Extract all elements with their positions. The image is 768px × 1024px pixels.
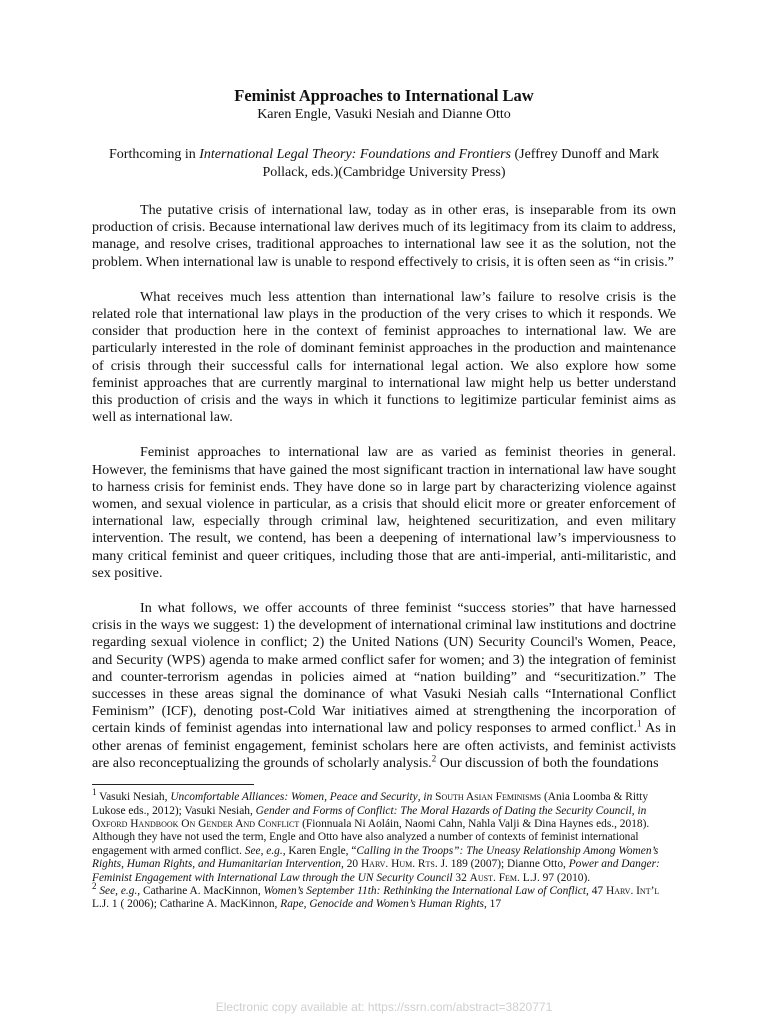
fn1-text: ,: [631, 804, 638, 817]
fn1-italic: See, e.g.,: [244, 844, 286, 857]
fn1-smallcaps: Harv. Hum. Rts. J.: [360, 858, 448, 871]
fn2-italic: Rape, Genocide and Women’s Human Rights: [280, 898, 484, 911]
forthcoming-prefix: Forthcoming in: [109, 147, 200, 162]
fn1-italic: Calling in the Troops”: The Uneasy Relationship Among Women’s Rights, Human Rights, and Humanitarian Intervention,: [92, 844, 659, 871]
fn1-text: Vasuki Nesiah,: [96, 791, 171, 804]
fn1-text: L.J. 97 (2010).: [519, 871, 591, 884]
fn2-italic: Women’s September 11th: Rethinking the International Law of Conflict,: [263, 884, 589, 897]
footnote-ref-1[interactable]: 1: [637, 718, 642, 729]
forthcoming-note: [92, 146, 676, 182]
fn1-smallcaps: Oxford Handbook On Gender And Conflict: [92, 817, 300, 830]
footnote-2-number: 2: [92, 881, 97, 892]
fn1-text: 32: [452, 871, 470, 884]
para4-text-2: As in other arenas of feminist engagement, feminist scholars here are often activists, and feminist activists are also reconceptualizing the grounds of scholarly analysis.: [92, 720, 676, 771]
fn1-smallcaps: Aust. Fem.: [469, 871, 520, 884]
footnote-2: [92, 881, 676, 912]
fn1-text: Karen Engle, “: [285, 844, 357, 857]
fn2-text: L.J. 1 ( 2006); Catharine A. MacKinnon,: [92, 898, 281, 911]
fn2-italic: See, e.g.,: [99, 884, 141, 897]
paper-title: Feminist Approaches to International Law: [234, 86, 534, 105]
fn2-text: 47: [588, 884, 606, 897]
paper-authors: Karen Engle, Vasuki Nesiah and Dianne Otto: [257, 107, 511, 122]
footnote-ref-2[interactable]: 2: [431, 753, 437, 764]
fn1-italic: in: [637, 804, 647, 817]
forthcoming-suffix: (Jeffrey Dunoff and Mark Pollack, eds.)(Cambridge University Press): [262, 147, 659, 180]
footnote-1-number: 1: [92, 787, 97, 798]
fn1-text: 189 (2007); Dianne Otto,: [447, 858, 569, 871]
document-page: [92, 86, 676, 912]
body-paragraph-3: Feminist approaches to international law are as varied as feminist theories in general. However, the feminisms that have gained the most significant traction in international law have sought to harness crisis for feminist ends. They have done so in large part by characterizing violence against women, and sexual violence in particular, as a crisis that should elicit more or greater enforcement of international law, especially through criminal law, heightened securitization, and even military intervention. The result, we contend, has been a deepening of international law’s imperviousness to many critical feminist and queer critiques, including those that are anti-imperial, anti-militaristic, and sex positive.: [92, 444, 676, 581]
body-paragraph-2: What receives much less attention than international law’s failure to resolve crisis is the related role that international law plays in the production of the very crises to which it responds. We consider that production here in the context of feminist approaches to international law. We are particularly interested in the role of dominant feminist approaches in the production and maintenance of crisis through their successful calls for international legal action. We also explore how some feminist approaches that are currently marginal to international law might help us better understand this production of crisis and the ways in which it functions to legitimize particular feminist aims as well as international law.: [92, 288, 676, 426]
fn1-italic: in: [423, 791, 433, 804]
fn1-text: 20: [343, 858, 361, 871]
fn1-italic: Uncomfortable Alliances: Women, Peace and Security: [170, 791, 418, 804]
fn1-italic: Gender and Forms of Conflict: The Moral Hazards of Dating the Security Council: [255, 804, 632, 817]
footnote-1: [92, 787, 676, 885]
fn2-smallcaps: Harv. Int’l: [605, 884, 660, 897]
fn1-smallcaps: South Asian Feminisms: [435, 791, 542, 804]
ssrn-footer-watermark: Electronic copy available at: https://ssrn.com/abstract=3820771: [215, 1000, 553, 1014]
footnote-divider: [92, 784, 254, 785]
fn2-text: , 17: [483, 898, 502, 911]
fn1-text: ,: [417, 791, 424, 804]
fn1-italic: Power and Danger: Feminist Engagement with International Law through the UN Security Council: [92, 858, 660, 884]
fn1-text: (Fionnuala Ni Aoláin, Naomi Cahn, Nahla Valji & Dina Haynes eds., 2018). Although they have not used the term, Engle and Otto have also analyzed a number of contexts of feminist international engagement with armed conflict.: [92, 817, 650, 857]
para4-text-3: Our discussion of both the foundations: [436, 754, 659, 771]
forthcoming-book-title: International Legal Theory: Foundations and Frontiers: [199, 147, 511, 162]
body-paragraph-4: [92, 600, 676, 772]
body-paragraph-1: The putative crisis of international law, today as in other eras, is inseparable from its own production of crisis. Because international law derives much of its legitimacy from its claim to address, manage, and resolve crises, traditional approaches to international law see it as the solution, not the problem. When international law is unable to respond effectively to crisis, it is often seen as “in crisis.”: [92, 202, 676, 270]
fn2-text: Catharine A. MacKinnon,: [140, 884, 264, 897]
para4-text-1: In what follows, we offer accounts of three feminist “success stories” that have harnessed crisis in the ways we suggest: 1) the development of international criminal law institutions and doctrine regarding sexual violence in conflict; 2) the United Nations (UN) Security Council's Women, Peace, and Security (WPS) agenda to make armed conflict safer for women; and 3) the integration of feminist and counter-terrorism agendas in policies aimed at “nation building” and “securitization.” The successes in these areas signal the dominance of what Vasuki Nesiah calls “International Conflict Feminism” (ICF), denoting post-Cold War initiatives aimed at strengthening the incorporation of certain kinds of feminist agendas into international law and policy responses to armed conflict.: [92, 600, 676, 737]
fn1-text: (Ania Loomba & Ritty Lukose eds., 2012); Vasuki Nesiah,: [92, 791, 649, 817]
